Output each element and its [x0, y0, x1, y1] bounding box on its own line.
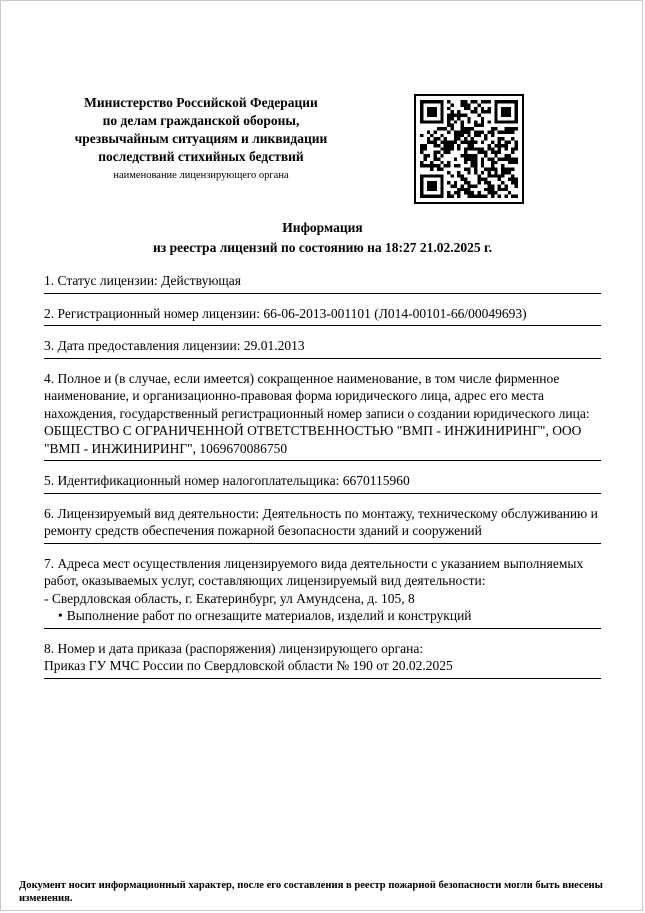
- item-text-line: 4. Полное и (в случае, если имеется) сокращенное наименование, в том числе фирменное наименование, и организационно-правовая форма юридического лица, адрес его места нахождения, государственный регистрационный номер записи о создании юридического лица: ОБЩЕСТВО С ОГРАНИЧЕННОЙ ОТВЕТСТВЕННОСТЬЮ "ВМП - ИНЖИНИРИНГ", ООО "ВМП - ИНЖИНИРИНГ", 1069670086750: [44, 370, 590, 456]
- document-title-line1: Информация: [282, 220, 363, 235]
- license-item: [44, 272, 601, 294]
- license-items: [44, 272, 601, 690]
- license-item: [44, 370, 601, 462]
- item-text-line: 7. Адреса мест осуществления лицензируемого вида деятельности с указанием выполняемых работ, оказываемых услуг, составляющих лицензируемый вид деятельности:: [44, 555, 584, 588]
- item-text-line: 1. Статус лицензии: Действующая: [44, 273, 242, 288]
- footer-disclaimer: Документ носит информационный характер, после его составления в реестр пожарной безопасности могли быть внесены изменения.: [19, 880, 603, 904]
- license-item: [44, 505, 601, 544]
- qr-code-pattern: [420, 100, 518, 198]
- document-title: [1, 218, 644, 258]
- authority-caption: наименование лицензирующего органа: [113, 170, 289, 181]
- item-text-line: 3. Дата предоставления лицензии: 29.01.2013: [44, 338, 305, 353]
- authority-line: Министерство Российской Федерации: [84, 95, 318, 110]
- item-text-line: - Свердловская область, г. Екатеринбург, ул Амундсена, д. 105, 8: [44, 590, 415, 606]
- authority-line: чрезвычайным ситуациям и ликвидации: [74, 131, 328, 146]
- license-item: [44, 555, 601, 629]
- authority-line: последствий стихийных бедствий: [98, 149, 304, 164]
- license-item: [44, 337, 601, 359]
- qr-code-icon: [414, 94, 524, 204]
- item-text-line: Приказ ГУ МЧС России по Свердловской области № 190 от 20.02.2025: [44, 658, 453, 673]
- license-item: [44, 305, 601, 327]
- item-text-line: 5. Идентификационный номер налогоплательщика: 6670115960: [44, 473, 410, 488]
- authority-line: по делам гражданской обороны,: [102, 113, 300, 128]
- license-item: [44, 472, 601, 494]
- item-bullet-line: • Выполнение работ по огнезащите материалов, изделий и конструкций: [58, 608, 472, 623]
- licensing-authority-block: [56, 94, 346, 182]
- license-item: [44, 640, 601, 679]
- item-text-line: 8. Номер и дата приказа (распоряжения) лицензирующего органа:: [44, 640, 424, 656]
- item-text-line: 6. Лицензируемый вид деятельности: Деятельность по монтажу, техническому обслуживанию и ремонту средств обеспечения пожарной безопасности зданий и сооружений: [44, 505, 598, 538]
- bullet-icon: •: [58, 608, 63, 623]
- document-title-line2: из реестра лицензий по состоянию на 18:27 21.02.2025 г.: [153, 240, 492, 255]
- item-text-line: 2. Регистрационный номер лицензии: 66-06-2013-001101 (Л014-00101-66/00049693): [44, 305, 527, 321]
